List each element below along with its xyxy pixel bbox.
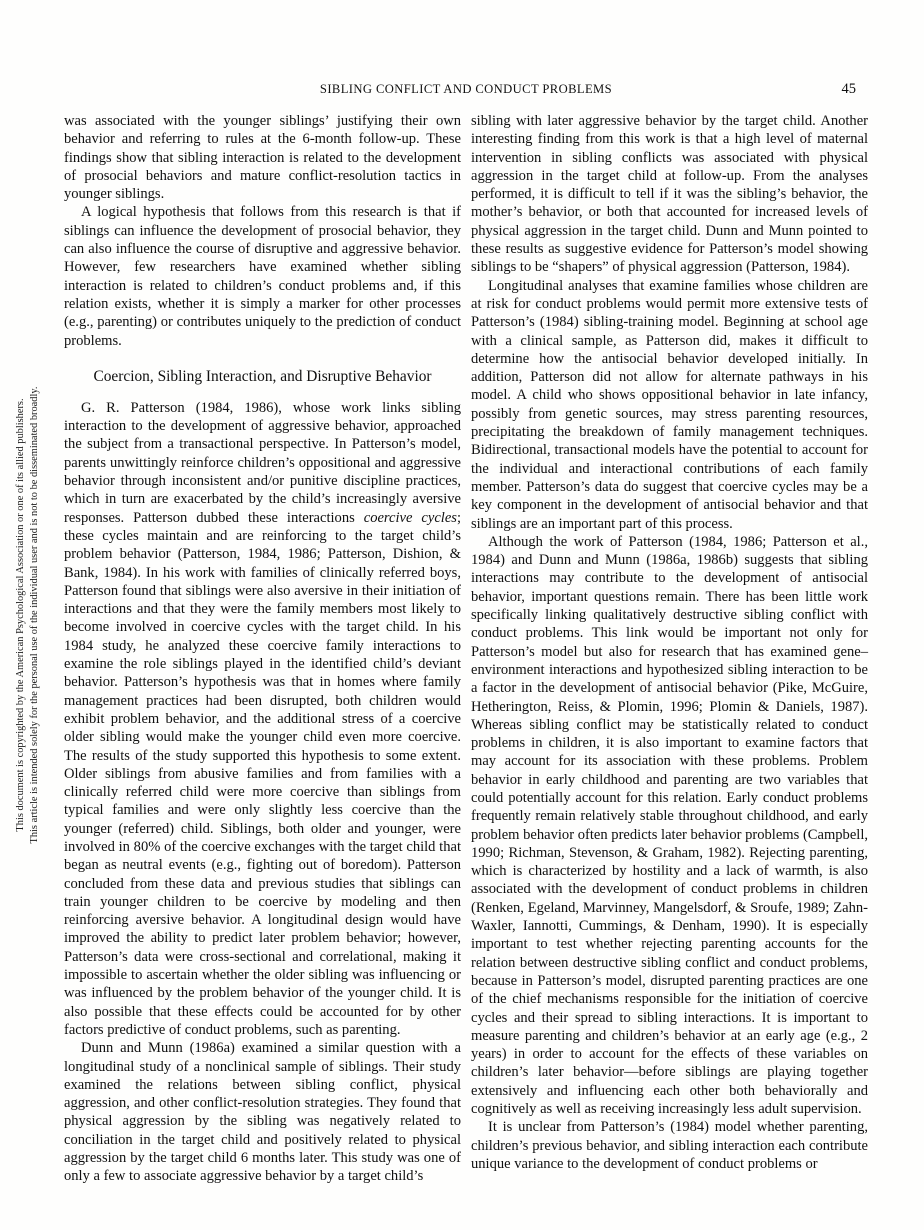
- paragraph: was associated with the younger siblings’ justifying their own behavior and referring to rules at the 6-month follow-up. These findings show that sibling interaction is related to the development of prosocial behaviors and mature conflict-resolution tactics in younger siblings.: [64, 113, 461, 203]
- paragraph: G. R. Patterson (1984, 1986), whose work links sibling interaction to the development of aggressive behavior, approached the subject from a transactional perspective. In Patterson’s model, parents unwittingly reinforce children’s oppositional and aggressive behavior through inconsistent and/or punitive discipline practices, which in turn are exacerbated by the child’s increasingly aversive responses. Patterson dubbed these interactions coercive cycles; these cycles maintain and are reinforcing to the target child’s problem behavior (Patterson, 1984, 1986; Patterson, Dishion, & Bank, 1984). In his work with families of clinically referred boys, Patterson found that siblings were also aversive in their initiation of interactions and that they were the family members most likely to become involved in coercive cycles with the target child. In his 1984 study, he analyzed these coercive family interactions to examine the role siblings played in the identified child’s deviant behavior. Patterson’s hypothesis was that in homes where family management practices had been disrupted, both children would exhibit problem behavior, and the additional stress of a coercive older sibling would make the younger child even more coercive. The results of the study supported this hypothesis to some extent. Older siblings from abusive families and from families with a clinically referred child were more coercive than siblings from typical families and were only slightly less coercive than the younger (referred) child. Siblings, both older and younger, were involved in 80% of the coercive exchanges with the target child that began as neutral events (e.g., fighting out of boredom). Patterson concluded from these data and previous studies that siblings can train younger children to be coercive by modeling and then reinforcing aversive behavior. A longitudinal design would have improved the ability to predict later problem behavior; however, Patterson’s data were cross-sectional and correlational, making it impossible to ascertain whether the older sibling was influencing or was influenced by the problem behavior of the younger child. It is also possible that these effects could be accounted for by other factors predictive of conduct problems, such as parenting.: [64, 399, 461, 1038]
- running-head-title: SIBLING CONFLICT AND CONDUCT PROBLEMS: [319, 82, 613, 96]
- article-body: [64, 112, 868, 1186]
- paragraph: A logical hypothesis that follows from this research is that if siblings can influence the development of prosocial behavior, they can also influence the course of disruptive and aggressive behavior. However, few researchers have examined whether sibling interaction is related to children’s conduct problems and, if this relation exists, whether it is simply a marker for other processes (e.g., parenting) or contributes uniquely to the prediction of conduct problems.: [64, 204, 461, 349]
- paragraph: sibling with later aggressive behavior by the target child. Another interesting finding from this work is that a high level of maternal intervention in sibling conflicts was associated with physical aggression in the target child at follow-up. From the analyses performed, it is difficult to tell if it was the sibling’s behavior, the mother’s behavior, or both that accounted for increased levels of physical aggression in the target child. Dunn and Munn pointed to these results as suggestive evidence for Patterson’s model showing siblings to be “shapers” of physical aggression (Patterson, 1984).: [471, 113, 868, 276]
- margin-copyright-notice: [8, 0, 48, 1230]
- page-number: 45: [841, 81, 856, 97]
- left-column: [64, 112, 461, 1186]
- running-header: [64, 82, 868, 98]
- section-heading: Coercion, Sibling Interaction, and Disruptive Behavior: [93, 367, 432, 385]
- paragraph: Longitudinal analyses that examine families whose children are at risk for conduct problems would permit more extensive tests of Patterson’s (1984) sibling-training model. Beginning at school age with a clinical sample, as Patterson did, makes it difficult to determine how the antisocial behavior developed initially. In addition, Patterson did not allow for alternate pathways in his model. A child who shows oppositional behavior in late infancy, possibly from genetic sources, may stress parenting resources, precipitating the breakdown of family management techniques. Bidirectional, transactional models have the potential to account for the individual and interactional contributions of each family member. Patterson’s data do suggest that coercive cycles may be a key component in the development of antisocial behavior and that siblings are an important part of this process.: [471, 277, 868, 532]
- copyright-line-2: This article is intended solely for the personal use of the individual user and is not to be disseminated broadly.: [29, 386, 40, 844]
- paragraph: Dunn and Munn (1986a) examined a similar question with a longitudinal study of a nonclinical sample of siblings. Their study examined the relations between sibling conflict, physical aggression, and other conflict-resolution strategies. They found that physical aggression by the sibling was negatively related to conciliation in the target child and positively related to physical aggression by the target child 6 months later. This study was one of only a few to associate aggressive behavior by a target child’s: [64, 1040, 461, 1185]
- paragraph: It is unclear from Patterson’s (1984) model whether parenting, children’s previous behavior, and sibling interaction each contribute unique variance to the development of conduct problems or: [471, 1119, 868, 1172]
- margin-copyright-notice-text: [14, 387, 42, 844]
- right-column: [471, 112, 868, 1186]
- paragraph: Although the work of Patterson (1984, 1986; Patterson et al., 1984) and Dunn and Munn (1986a, 1986b) suggests that sibling interactions may contribute to the development of antisocial behavior, important questions remain. There has been little work specifically linking qualitatively destructive sibling conflict with conduct problems. This link would be important not only for Patterson’s model but also for research that has examined gene–environment interactions and hypothesized sibling interaction to be a factor in the development of antisocial behavior (Pike, McGuire, Hetherington, Reiss, & Plomin, 1996; Plomin & Daniels, 1987). Whereas sibling conflict may be statistically related to conduct problems in children, it is also important to examine factors that may account for its association with these problems. Problem behavior in early childhood and parenting are two variables that could potentially account for this relation. Early conduct problems frequently remain relatively stable throughout childhood, and early problem behavior often predicts later behavior problems (Campbell, 1990; Richman, Stevenson, & Graham, 1982). Rejecting parenting, which is characterized by hostility and a lack of warmth, is also associated with the development of conduct problems in children (Renken, Egeland, Marvinney, Mangelsdorf, & Sroufe, 1989; Zahn-Waxler, Iannotti, Cummings, & Denham, 1990). It is especially important to test whether rejecting parenting accounts for the relation between destructive sibling conflict and conduct problems, because in Patterson’s model, disrupted parenting practices are one of the chief mechanisms responsible for the initiation of coercive cycles and their spread to sibling interactions. It is important to measure parenting and children’s behavior at an early age (e.g., 2 years) in order to account for the effects of these variables on children’s later behavior—before siblings are playing together extensively and influencing each other both behaviorally and cognitively as well as receiving increasingly less adult supervision.: [471, 533, 868, 1118]
- copyright-line-1: This document is copyrighted by the American Psychological Association or one of its allied publishers.: [15, 398, 26, 832]
